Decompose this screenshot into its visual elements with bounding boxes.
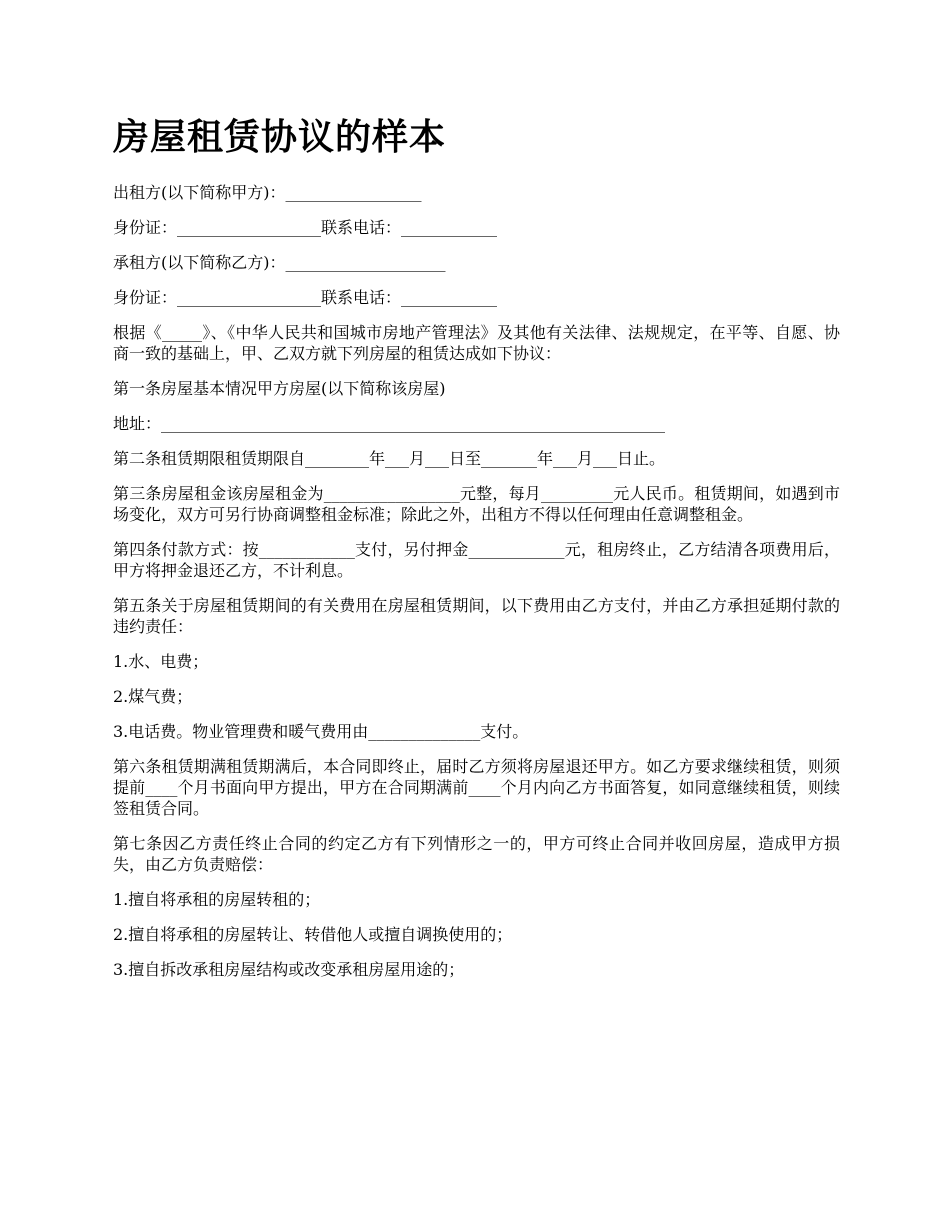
address-line: 地址：_______________________________________________________________ xyxy=(113,414,666,433)
article-4-paragraph: 第四条付款方式：按____________支付，另付押金____________元，租房终止，乙方结清各项费用后，甲方将押金退还乙方，不计利息。 xyxy=(113,540,840,580)
article-6-paragraph: 第六条租赁期满租赁期满后，本合同即终止，届时乙方须将房屋退还甲方。如乙方要求继续租赁，则须提前____个月书面向甲方提出，甲方在合同期满前____个月内向乙方书面答复，如同意继续租赁，则续签租赁合同。 xyxy=(113,757,840,818)
lessee-line: 承租方(以下简称乙方)：____________________ xyxy=(113,253,446,272)
article-5-paragraph: 第五条关于房屋租赁期间的有关费用在房屋租赁期间，以下费用由乙方支付，并由乙方承担延期付款的违约责任： xyxy=(113,596,840,636)
article-1-heading: 第一条房屋基本情况甲方房屋(以下简称该房屋) xyxy=(113,379,446,398)
article-3-paragraph: 第三条房屋租金该房屋租金为_________________元整，每月_________元人民币。租赁期间，如遇到市场变化，双方可另行协商调整租金标准；除此之外，出租方不得以任何理由任意调整租金。 xyxy=(113,484,840,524)
lessor-id-phone-line: 身份证：__________________联系电话：____________ xyxy=(113,218,498,237)
article-7-paragraph: 第七条因乙方责任终止合同的约定乙方有下列情形之一的，甲方可终止合同并收回房屋，造成甲方损失，由乙方负责赔偿： xyxy=(113,834,840,874)
list-item: 2.煤气费； xyxy=(113,687,193,706)
lessor-line: 出租方(以下简称甲方)：_________________ xyxy=(113,183,422,202)
list-item: 1.水、电费； xyxy=(113,652,209,671)
list-item: 1.擅自将承租的房屋转租的； xyxy=(113,890,321,909)
article-2-paragraph: 第二条租赁期限租赁期限自________年___月___日至_______年___月___日止。 xyxy=(113,449,666,468)
list-item: 3.擅自拆改承租房屋结构或改变承租房屋用途的； xyxy=(113,960,465,979)
preamble-paragraph: 根据《_____》、《中华人民共和国城市房地产管理法》及其他有关法律、法规规定，在平等、自愿、协商一致的基础上，甲、乙双方就下列房屋的租赁达成如下协议： xyxy=(113,323,840,363)
document-title: 房屋租赁协议的样本 xyxy=(113,116,447,158)
document-page xyxy=(113,112,840,994)
list-item: 3.电话费。物业管理费和暖气费用由______________支付。 xyxy=(113,722,529,741)
list-item: 2.擅自将承租的房屋转让、转借他人或擅自调换使用的； xyxy=(113,925,513,944)
lessee-id-phone-line: 身份证：__________________联系电话：____________ xyxy=(113,288,498,307)
